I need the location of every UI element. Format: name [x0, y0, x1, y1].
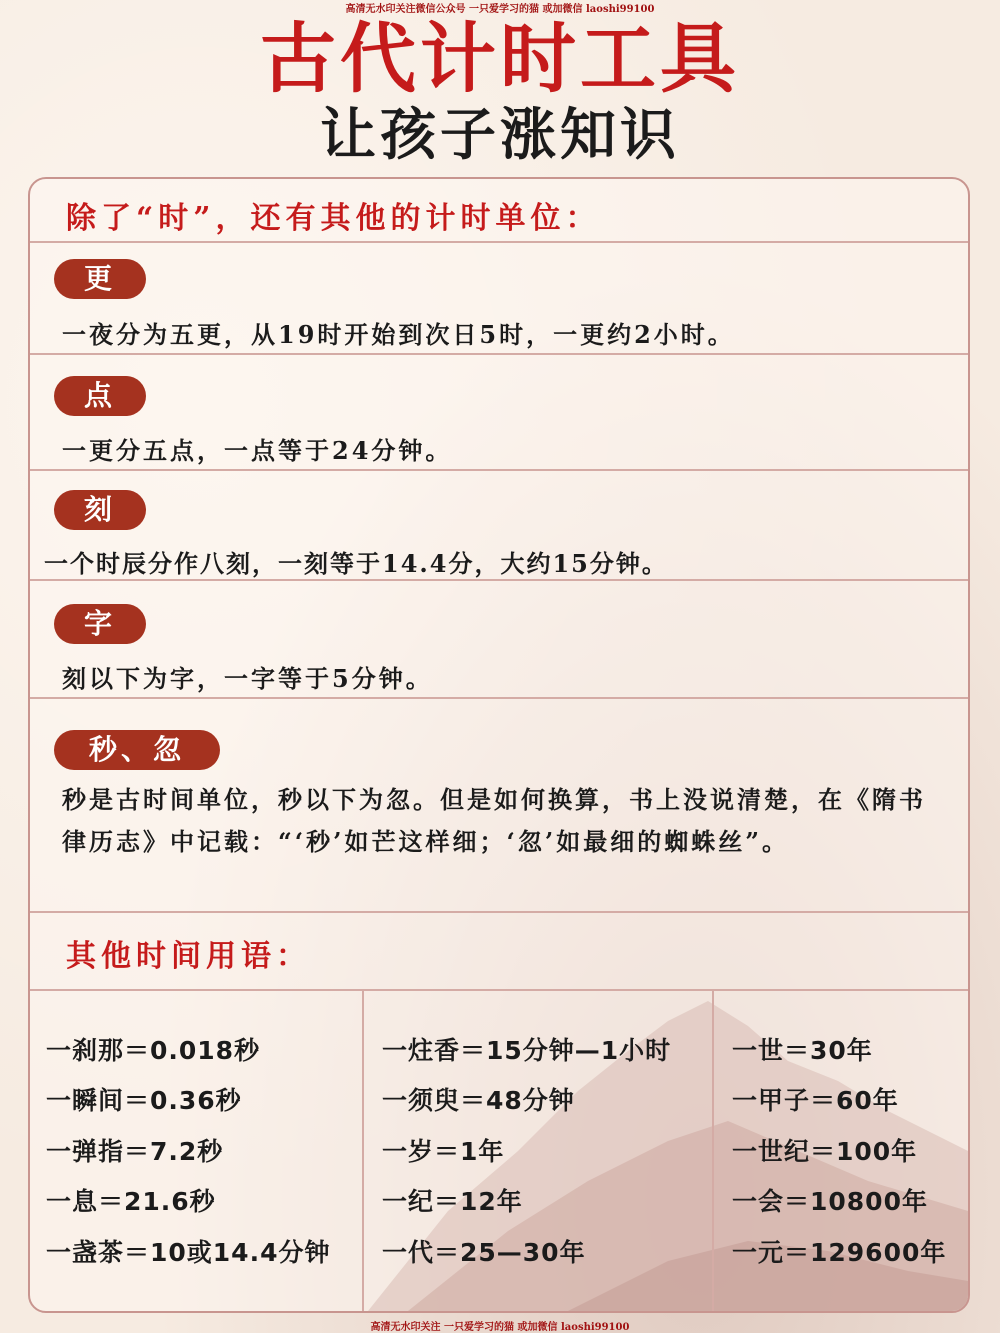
column-divider [712, 989, 714, 1313]
page-title: 古代计时工具 [260, 14, 740, 103]
divider [30, 911, 968, 913]
term-item: 一弹指＝7.2秒 [46, 1137, 224, 1166]
divider [30, 579, 968, 581]
unit-label-ke: 刻 [54, 490, 146, 530]
term-item: 一会＝10800年 [732, 1187, 928, 1216]
term-item: 一甲子＝60年 [732, 1086, 899, 1115]
term-item: 一息＝21.6秒 [46, 1187, 216, 1216]
divider [30, 469, 968, 471]
unit-text-geng: 一夜分为五更，从19时开始到次日5时，一更约2小时。 [62, 320, 735, 349]
unit-label-dian: 点 [54, 376, 146, 416]
section-heading: 除了“时”，还有其他的计时单位： [66, 201, 601, 236]
term-item: 一盏茶＝10或14.4分钟 [46, 1238, 331, 1267]
term-item: 一须臾＝48分钟 [382, 1086, 575, 1115]
watermark-top: 高清无水印关注微信公众号 一只爱学习的猫 或加微信 laoshi99100 [345, 4, 655, 15]
unit-label-zi: 字 [54, 604, 146, 644]
term-item: 一刹那＝0.018秒 [46, 1036, 261, 1065]
term-item: 一元＝129600年 [732, 1238, 947, 1267]
term-item: 一岁＝1年 [382, 1137, 505, 1166]
unit-label-miao-hu: 秒、忽 [54, 730, 220, 770]
other-terms-heading: 其他时间用语： [66, 939, 311, 974]
page-subtitle: 让孩子涨知识 [320, 102, 680, 168]
divider [30, 697, 968, 699]
term-item: 一炷香＝15分钟—1小时 [382, 1036, 672, 1065]
unit-text-miao-hu: 秒是古时间单位，秒以下为忽。但是如何换算，书上没说清楚，在《隋书律历志》中记载：“‘秒’如芒这样细；‘忽’如最细的蜘蛛丝”。 [62, 785, 926, 856]
term-item: 一世＝30年 [732, 1036, 873, 1065]
column-divider [362, 989, 364, 1313]
watermark-bottom: 高清无水印关注 一只爱学习的猫 或加微信 laoshi99100 [370, 1322, 630, 1333]
unit-text-ke: 一个时辰分作八刻，一刻等于14.4分，大约15分钟。 [44, 549, 668, 578]
unit-text-zi: 刻以下为字，一字等于5分钟。 [62, 664, 433, 693]
term-item: 一瞬间＝0.36秒 [46, 1086, 242, 1115]
term-item: 一世纪＝100年 [732, 1137, 918, 1166]
unit-text-dian: 一更分五点，一点等于24分钟。 [62, 436, 453, 465]
term-item: 一纪＝12年 [382, 1187, 523, 1216]
divider [30, 241, 968, 243]
term-item: 一代＝25—30年 [382, 1238, 586, 1267]
divider [30, 353, 968, 355]
unit-label-geng: 更 [54, 259, 146, 299]
content-panel [28, 177, 970, 1313]
divider [30, 989, 968, 991]
